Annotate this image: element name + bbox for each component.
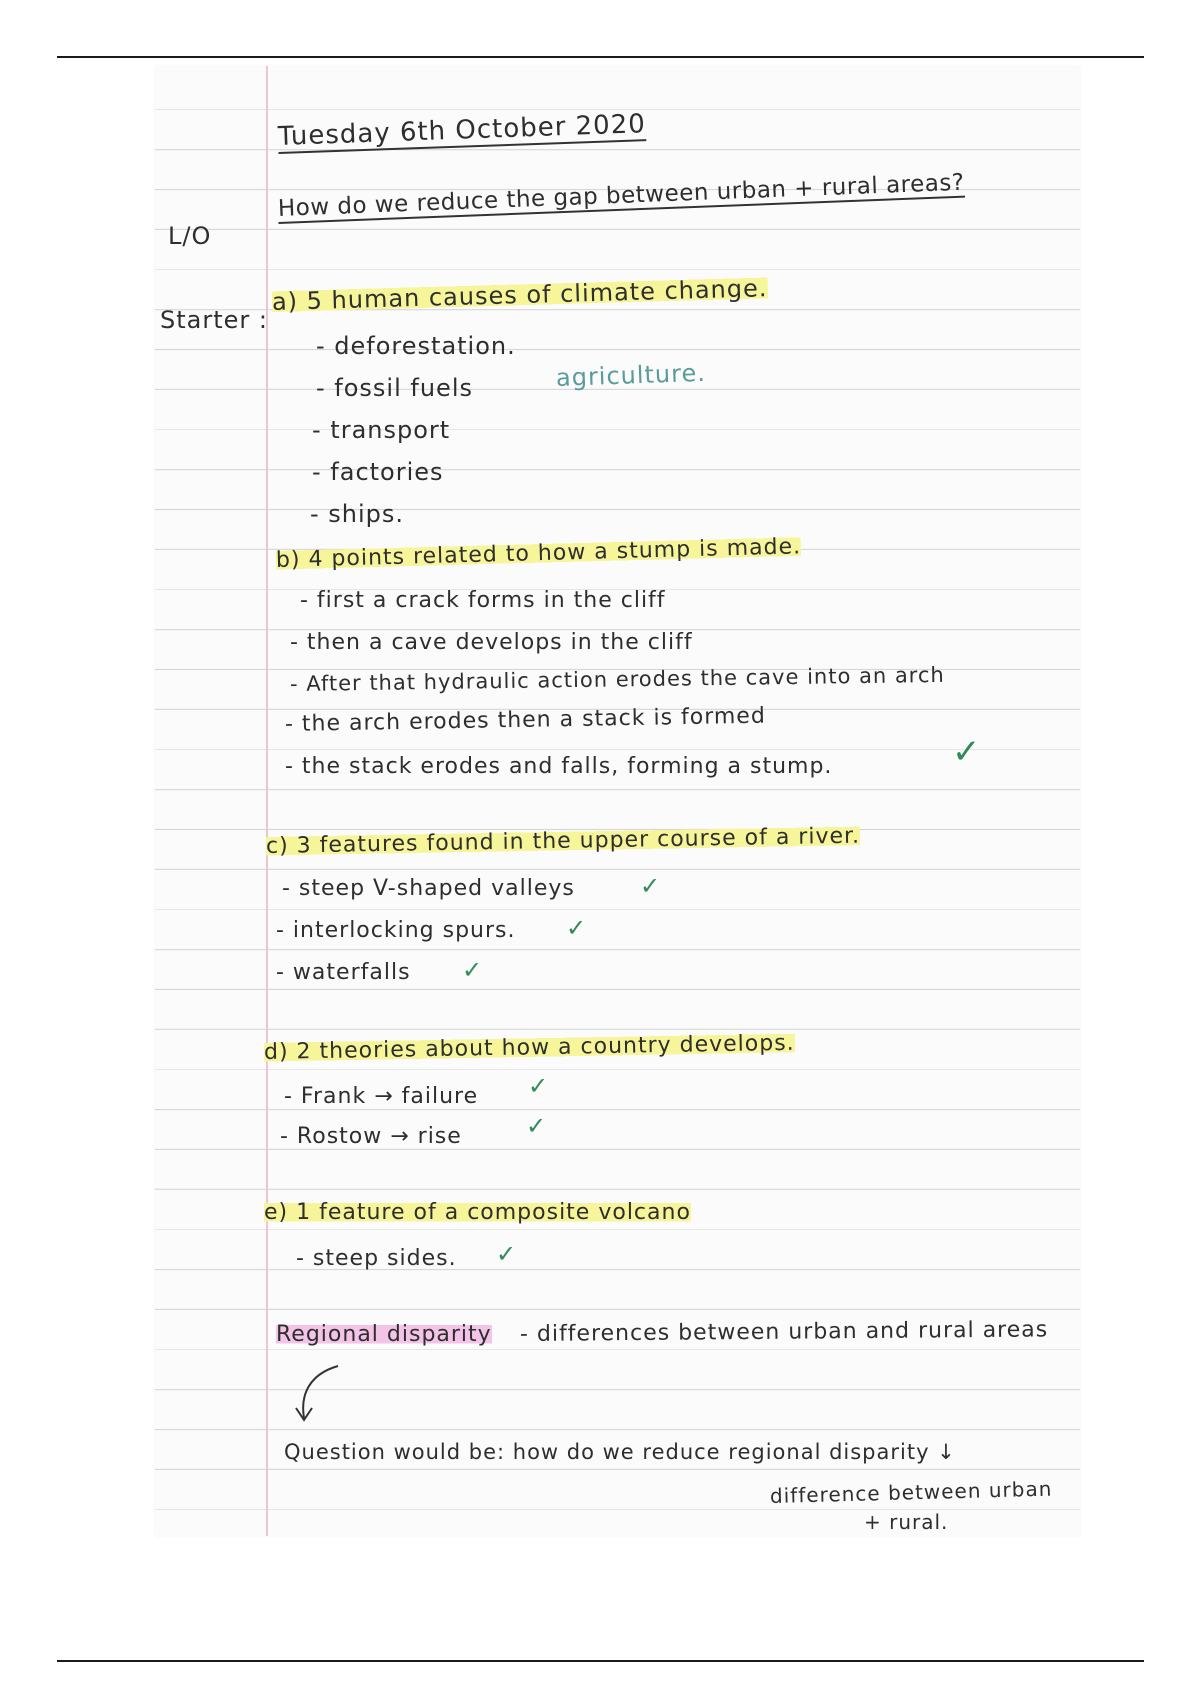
starter-label: Starter : (160, 306, 268, 334)
section-c-item: - steep V-shaped valleys (282, 876, 575, 901)
section-c-item: - interlocking spurs. (276, 918, 516, 943)
lo-label: L/O (168, 222, 212, 250)
check-mark-icon: ✓ (528, 1072, 549, 1100)
date-heading: Tuesday 6th October 2020 (277, 109, 647, 152)
section-e-heading: e) 1 feature of a composite volcano (264, 1200, 691, 1225)
section-a-item: - fossil fuels (316, 374, 473, 402)
section-a-item: - deforestation. (316, 332, 516, 360)
question-line-3: + rural. (864, 1510, 949, 1534)
top-rule (57, 56, 1144, 58)
margin-line (266, 66, 268, 1536)
curved-arrow-icon (290, 1360, 350, 1430)
check-mark-icon: ✓ (462, 956, 483, 984)
check-mark-icon: ✓ (526, 1112, 547, 1140)
check-mark-icon: ✓ (640, 872, 661, 900)
bottom-rule (57, 1660, 1144, 1662)
section-d-item: - Frank → failure (284, 1084, 479, 1109)
section-a-item: - transport (312, 416, 451, 444)
section-a-heading: a) 5 human causes of climate change. (271, 274, 768, 316)
section-d-heading: d) 2 theories about how a country develops. (263, 1030, 795, 1065)
check-mark-icon: ✓ (952, 732, 981, 772)
definition-text: - differences between urban and rural areas (519, 1317, 1049, 1347)
section-b-item: - first a crack forms in the cliff (300, 588, 666, 613)
section-a-item: - ships. (310, 500, 405, 528)
section-b-item: - then a cave develops in the cliff (290, 630, 693, 655)
section-c-heading: c) 3 features found in the upper course of a river. (265, 823, 861, 859)
lo-question: How do we reduce the gap between urban + rural areas? (277, 169, 965, 222)
definition-term: Regional disparity (276, 1322, 492, 1347)
check-mark-icon: ✓ (496, 1240, 517, 1268)
section-d-item: - Rostow → rise (280, 1124, 462, 1149)
section-b-item: - the stack erodes and falls, forming a stump. (285, 754, 833, 779)
question-line-1: Question would be: how do we reduce regional disparity ↓ (284, 1440, 956, 1464)
section-a-item: - factories (312, 458, 444, 486)
section-c-item: - waterfalls (276, 960, 411, 985)
section-b-item: - the arch erodes then a stack is formed (284, 703, 767, 737)
check-mark-icon: ✓ (566, 914, 587, 942)
section-e-item: - steep sides. (296, 1246, 457, 1271)
question-line-2: difference between urban (769, 1476, 1053, 1508)
section-b-item: - After that hydraulic action erodes the cave into an arch (289, 662, 945, 696)
section-a-extra: agriculture. (555, 358, 707, 392)
section-b-heading: b) 4 points related to how a stump is made. (275, 534, 802, 573)
